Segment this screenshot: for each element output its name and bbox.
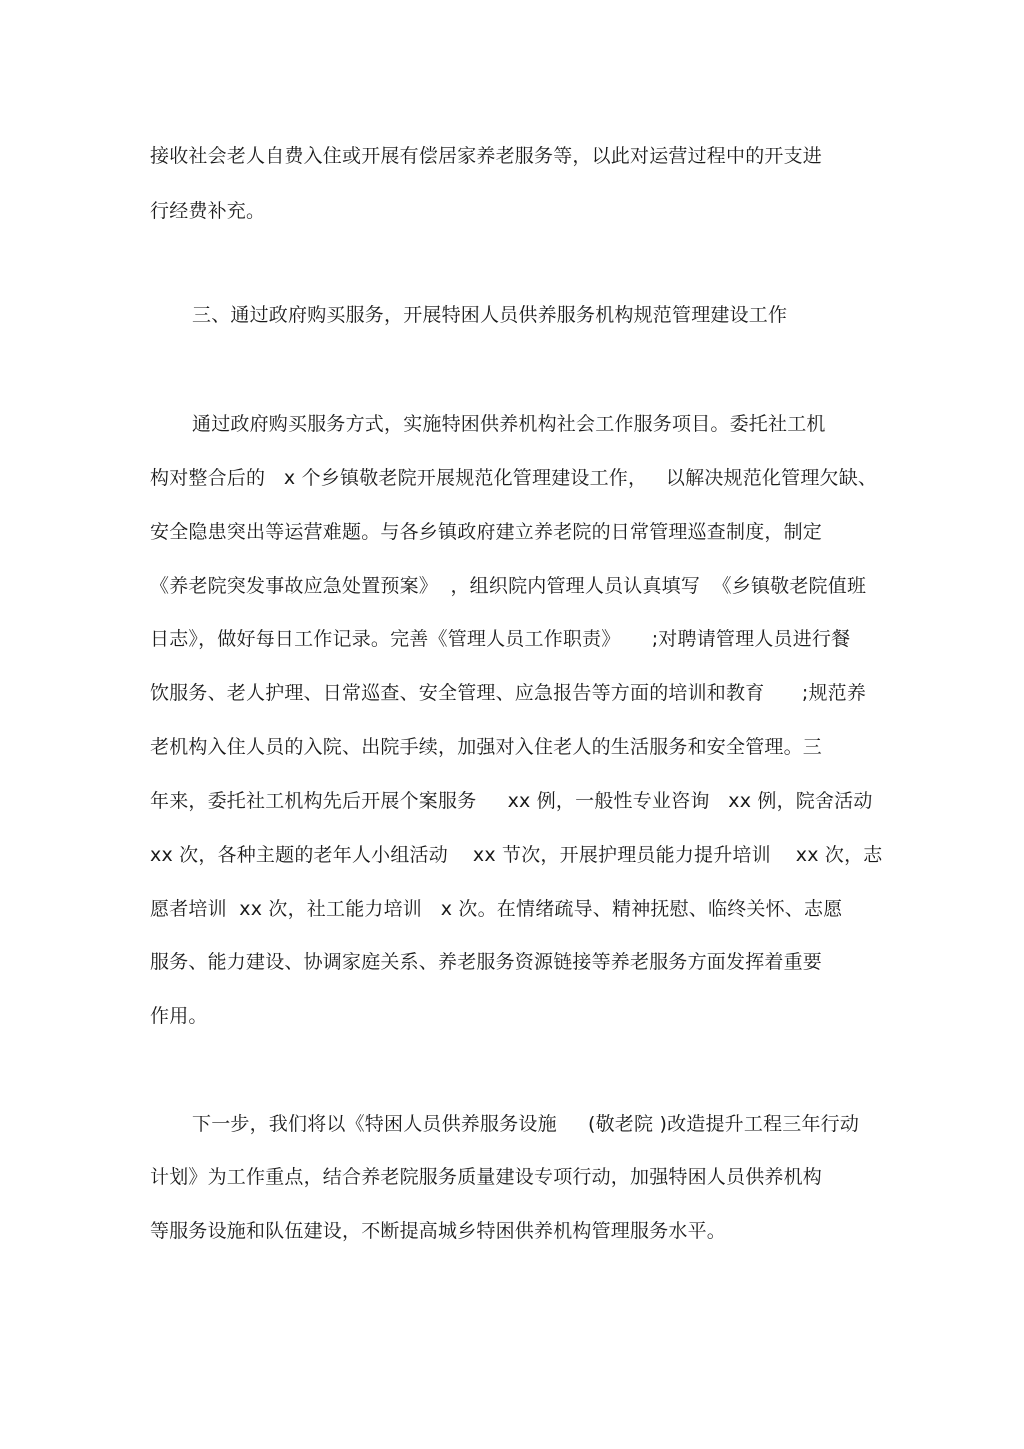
para2-line-4: 《养老院突发事故应急处置预案》 ，组织院内管理人员认真填写 《乡镇敬老院值班 [150, 575, 867, 597]
para2-line-12: 作用。 [150, 1005, 208, 1027]
para2-line-2: 构对整合后的 x 个乡镇敬老院开展规范化管理建设工作， 以解决规范化管理欠缺、 [150, 467, 878, 489]
para3-line-3: 等服务设施和队伍建设，不断提高城乡特困供养机构管理服务水平。 [150, 1220, 727, 1242]
para3-line-2: 计划》为工作重点，结合养老院服务质量建设专项行动，加强特困人员供养机构 [150, 1166, 823, 1188]
para2-line-5: 日志》，做好每日工作记录。完善《管理人员工作职责》 ;对聘请管理人员进行餐 [150, 628, 851, 650]
para2-line-10: 愿者培训 xx 次，社工能力培训 x 次。在情绪疏导、精神抚慰、临终关怀、志愿 [150, 898, 843, 920]
para1-line-2: 行经费补充。 [150, 200, 266, 222]
para2-line-11: 服务、能力建设、协调家庭关系、养老服务资源链接等养老服务方面发挥着重要 [150, 951, 823, 973]
para3-line-1: 下一步，我们将以《特困人员供养服务设施 (敬老院 )改造提升工程三年行动 [192, 1113, 860, 1135]
para1-line-1: 接收社会老人自费入住或开展有偿居家养老服务等，以此对运营过程中的开支进 [150, 145, 823, 167]
section-heading-3: 三、通过政府购买服务，开展特困人员供养服务机构规范管理建设工作 [192, 304, 788, 326]
para2-line-1: 通过政府购买服务方式，实施特困供养机构社会工作服务项目。委托社工机 [192, 413, 826, 435]
para2-line-8: 年来，委托社工机构先后开展个案服务 xx 例，一般性专业咨询 xx 例，院舍活动 [150, 790, 873, 812]
para2-line-7: 老机构入住人员的入院、出院手续，加强对入住老人的生活服务和安全管理。三 [150, 736, 823, 758]
para2-line-9: xx 次，各种主题的老年人小组活动 xx 节次，开展护理员能力提升培训 xx 次，志 [150, 844, 883, 866]
para2-line-3: 安全隐患突出等运营难题。与各乡镇政府建立养老院的日常管理巡查制度，制定 [150, 521, 823, 543]
para2-line-6: 饮服务、老人护理、日常巡查、安全管理、应急报告等方面的培训和教育 ;规范养 [150, 682, 867, 704]
